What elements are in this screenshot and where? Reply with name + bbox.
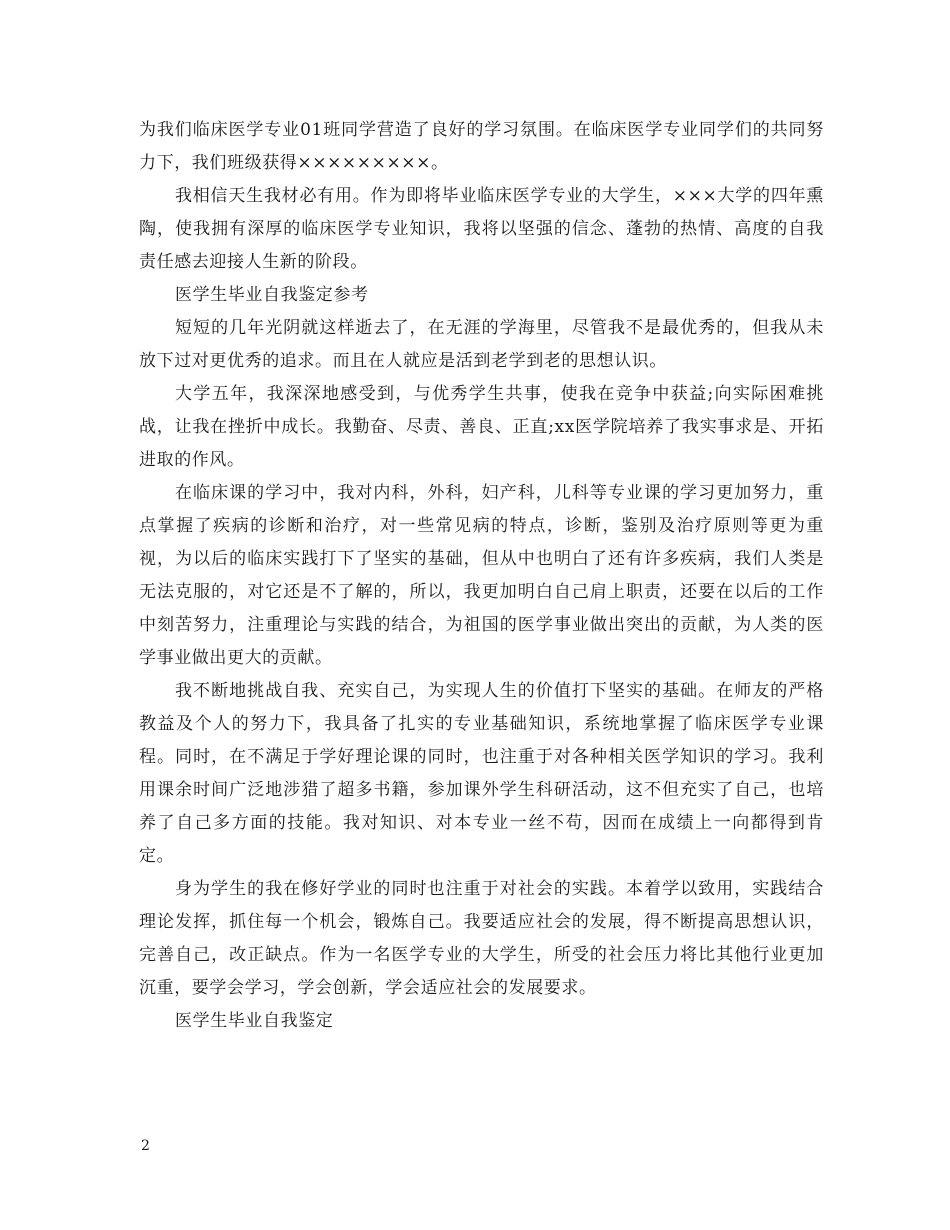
- section-heading-1: 医学生毕业自我鉴定参考: [175, 285, 369, 305]
- document-body: [139, 114, 824, 1038]
- paragraph-2: 我相信天生我材必有用。作为即将毕业临床医学专业的大学生，×××大学的四年熏陶，使我拥有深厚的临床医学专业知识，我将以坚强的信念、蓬勃的热情、高度的自我责任感去迎接人生新的阶段。: [139, 186, 824, 272]
- paragraph-7: 身为学生的我在修好学业的同时也注重于对社会的实践。本着学以致用，实践结合理论发挥，抓住每一个机会，锻炼自己。我要适应社会的发展，得不断提高思想认识，完善自己，改正缺点。作为一名医学专业的大学生，所受的社会压力将比其他行业更加沉重，要学会学习，学会创新，学会适应社会的发展要求。: [139, 879, 824, 998]
- paragraph-3: 短短的几年光阴就这样逝去了，在无涯的学海里，尽管我不是最优秀的，但我从未放下过对更优秀的追求。而且在人就应是活到老学到老的思想认识。: [139, 318, 824, 371]
- paragraph-4: 大学五年，我深深地感受到，与优秀学生共事，使我在竞争中获益;向实际困难挑战，让我在挫折中成长。我勤奋、尽责、善良、正直;xx医学院培养了我实事求是、开拓进取的作风。: [139, 384, 824, 470]
- paragraph-6: 我不断地挑战自我、充实自己，为实现人生的价值打下坚实的基础。在师友的严格教益及个人的努力下，我具备了扎实的专业基础知识，系统地掌握了临床医学专业课程。同时，在不满足于学好理论课的同时，也注重于对各种相关医学知识的学习。我利用课余时间广泛地涉猎了超多书籍，参加课外学生科研活动，这不但充实了自己，也培养了自己多方面的技能。我对知识、对本专业一丝不苟，因而在成绩上一向都得到肯定。: [139, 681, 824, 866]
- paragraph-1: 为我们临床医学专业01班同学营造了良好的学习氛围。在临床医学专业同学们的共同努力下，我们班级获得×××××××××。: [139, 120, 824, 173]
- page-number: 2: [141, 1138, 150, 1154]
- section-heading-2: 医学生毕业自我鉴定: [175, 1011, 334, 1031]
- paragraph-5: 在临床课的学习中，我对内科，外科，妇产科，儿科等专业课的学习更加努力，重点掌握了疾病的诊断和治疗，对一些常见病的特点，诊断，鉴别及治疗原则等更为重视，为以后的临床实践打下了坚实的基础，但从中也明白了还有许多疾病，我们人类是无法克服的，对它还是不了解的，所以，我更加明白自己肩上职责，还要在以后的工作中刻苦努力，注重理论与实践的结合，为祖国的医学事业做出突出的贡献，为人类的医学事业做出更大的贡献。: [139, 483, 824, 668]
